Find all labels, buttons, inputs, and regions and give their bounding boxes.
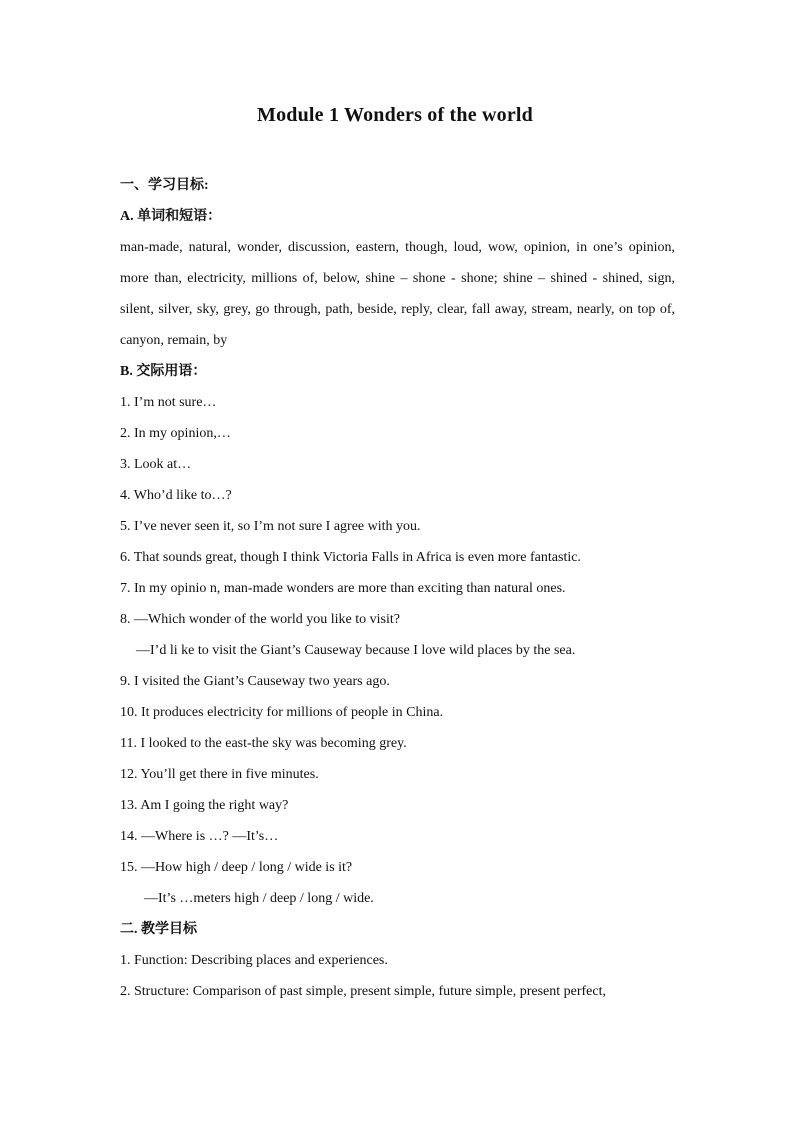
subheading-expressions: B. 交际用语： [120, 364, 207, 379]
list-item: 8. —Which wonder of the world you like to visit? [120, 612, 400, 627]
list-item: 3. Look at… [120, 457, 192, 472]
list-item: 6. That sounds great, though I think Victoria Falls in Africa is even more fantastic. [120, 550, 581, 565]
section-heading-teaching-goals: 二. 教学目标 [120, 922, 197, 937]
list-item: 1. Function: Describing places and experiences. [120, 953, 388, 968]
list-item: 10. It produces electricity for millions of people in China. [120, 705, 444, 720]
list-item: 5. I’ve never seen it, so I’m not sure I agree with you. [120, 519, 421, 534]
list-item: 4. Who’d like to…? [120, 488, 232, 503]
list-item: 13. Am I going the right way? [120, 798, 289, 813]
section-heading-learning-goals: 一、学习目标: [120, 178, 209, 193]
page-title: Module 1 Wonders of the world [257, 104, 533, 126]
list-item: 1. I’m not sure… [120, 395, 217, 410]
list-item: 11. I looked to the east-the sky was becoming grey. [120, 736, 407, 751]
list-item: 7. In my opinio n, man-made wonders are more than exciting than natural ones. [120, 581, 566, 596]
document-body [120, 170, 675, 1007]
list-item: —It’s …meters high / deep / long / wide. [144, 891, 374, 906]
list-item: 12. You’ll get there in five minutes. [120, 767, 319, 782]
vocabulary-paragraph: man-made, natural, wonder, discussion, eastern, though, loud, wow, opinion, in one’s opinion, more than, electricity, millions of, below, shine – shone - shone; shine – shined - shined, sign, silent, silver, sky, grey, go through, path, beside, reply, clear, fall away, stream, nearly, on top of, canyon, remain, by [120, 240, 675, 348]
list-item: —I’d li ke to visit the Giant’s Causeway because I love wild places by the sea. [136, 643, 576, 658]
list-item: 15. —How high / deep / long / wide is it? [120, 860, 353, 875]
list-item: 14. —Where is …? —It’s… [120, 829, 279, 844]
list-item: 9. I visited the Giant’s Causeway two years ago. [120, 674, 390, 689]
list-item: 2. In my opinion,… [120, 426, 231, 441]
subheading-vocabulary: A. 单词和短语： [120, 209, 222, 224]
list-item: 2. Structure: Comparison of past simple, present simple, future simple, present perfect, [120, 984, 606, 999]
